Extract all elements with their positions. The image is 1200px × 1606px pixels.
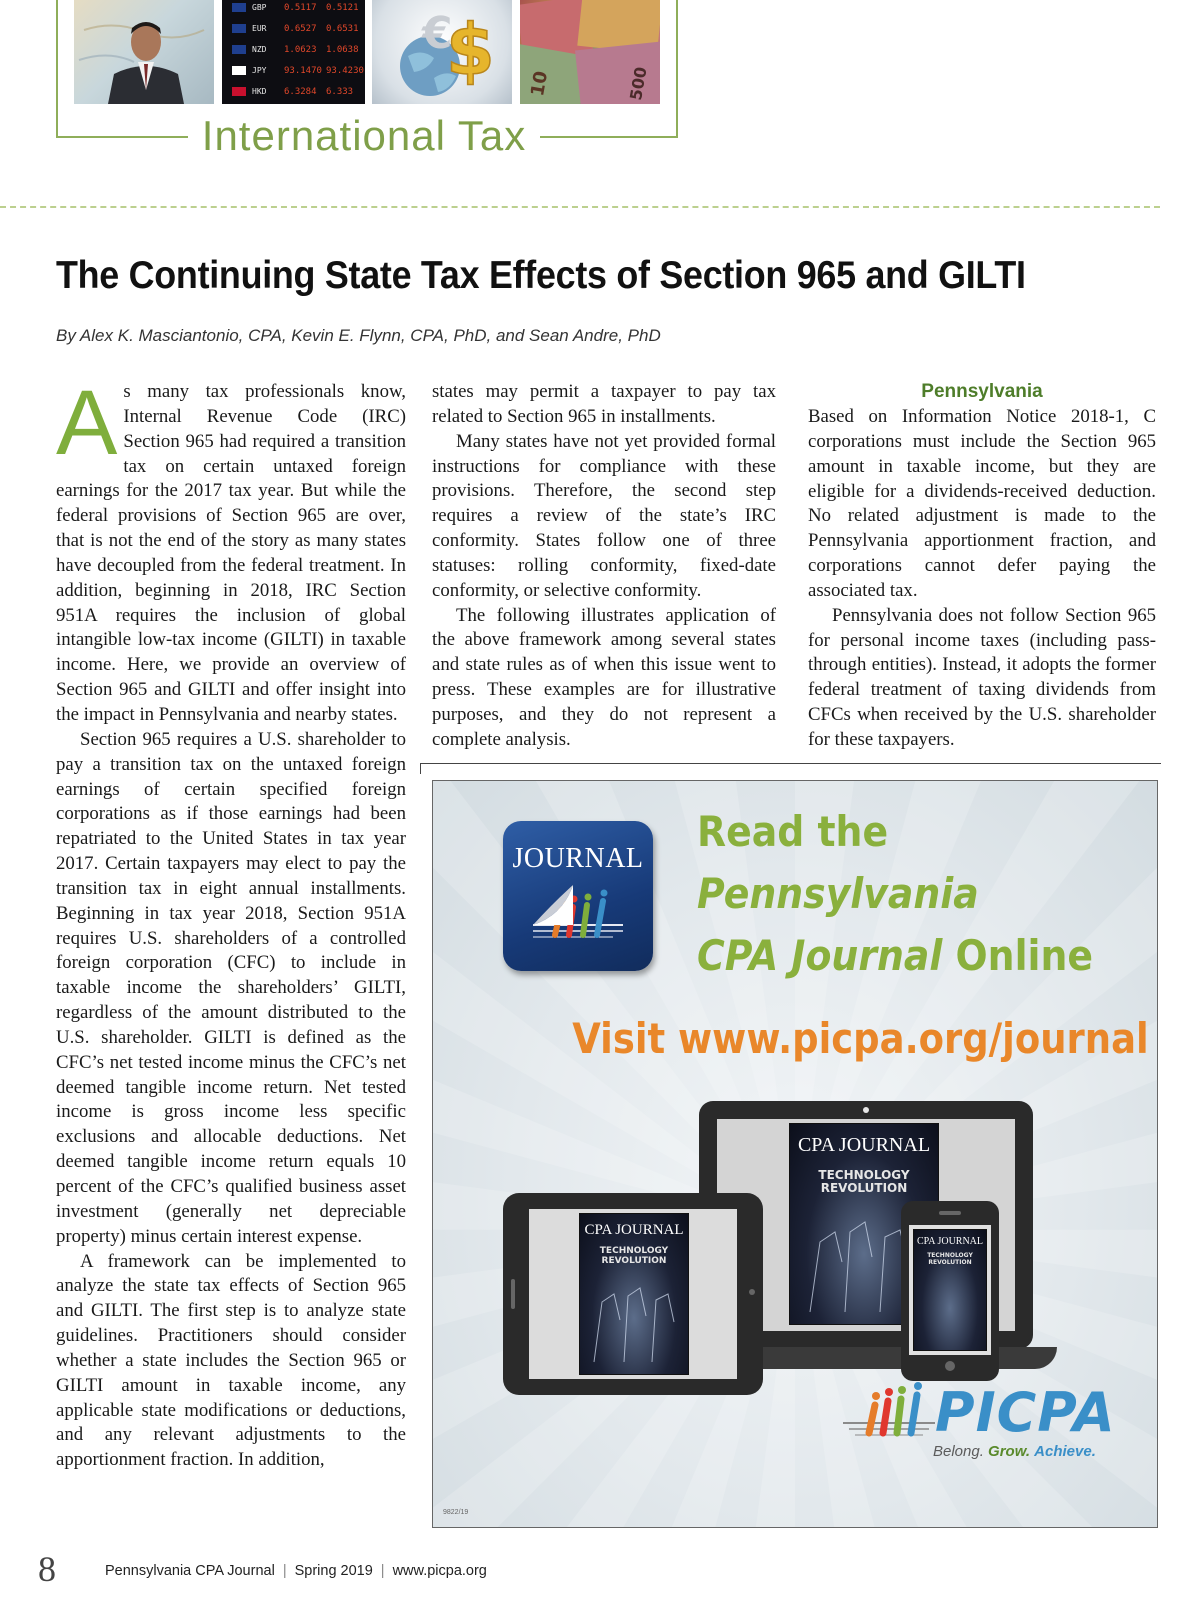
tablet-cover-art bbox=[580, 1272, 689, 1372]
ad-visit-link[interactable]: Visit www.picpa.org/journal bbox=[572, 1014, 1149, 1063]
ad-headline-line-2: Pennsylvania bbox=[697, 869, 979, 918]
tablet-screen bbox=[529, 1209, 737, 1379]
banknotes-photo bbox=[520, 0, 660, 104]
tablet-device bbox=[503, 1193, 763, 1395]
laptop-camera bbox=[863, 1107, 869, 1113]
intro-text: s many tax professionals know, Internal Revenue Code (IRC) Section 965 had required a transition tax on certain untaxed foreign earnings for the 2017 tax year. But while the federal provisions of Section 965 are over, that is not the end of the story as many states have decoupled from the federal treatment. In addition, beginning in 2018, IRC Section 951A requires the inclusion of global intangible low-tax income (GILTI) in taxable income. Here, we provide an overview of Section 965 and GILTI and offer insight into the impact in Pennsylvania and nearby states. bbox=[56, 381, 406, 725]
currency-code: JPY bbox=[252, 66, 267, 75]
picpa-tagline bbox=[933, 1443, 1096, 1460]
state-heading-pennsylvania: Pennsylvania bbox=[921, 381, 1043, 402]
tablet-cover bbox=[579, 1213, 689, 1375]
section-divider bbox=[0, 206, 1160, 208]
journal-app-icon bbox=[503, 821, 653, 971]
article-title: The Continuing State Tax Effects of Section 965 and GILTI bbox=[56, 254, 1026, 297]
tablet-cover-subtitle-2: REVOLUTION bbox=[601, 1256, 667, 1266]
ad-code: 9822/19 bbox=[443, 1509, 469, 1516]
currency-bid: 1.0623 bbox=[284, 45, 317, 55]
ad-headline bbox=[697, 801, 1093, 987]
phone-home-button bbox=[945, 1361, 955, 1371]
currency-ask: 0.5121 bbox=[326, 3, 359, 13]
ad-headline-online: Online bbox=[942, 931, 1094, 980]
currency-bid: 0.6527 bbox=[284, 24, 317, 34]
tagline-grow: Grow. bbox=[988, 1443, 1030, 1460]
currency-bid: 93.1470 bbox=[284, 66, 322, 76]
svg-text:$: $ bbox=[446, 9, 495, 91]
page-number: 8 bbox=[38, 1549, 56, 1589]
phone-cover bbox=[913, 1229, 987, 1351]
tagline-belong: Belong. bbox=[933, 1443, 984, 1460]
phone-screen bbox=[909, 1225, 991, 1355]
footer-publication-line bbox=[105, 1563, 487, 1579]
paragraph-installments: states may permit a taxpayer to pay tax related to Section 965 in installments. bbox=[432, 381, 776, 427]
ad-headline-line-1: Read the bbox=[697, 807, 889, 856]
currency-board-photo bbox=[222, 0, 365, 104]
svg-text:€: € bbox=[422, 8, 453, 59]
currency-code: HKD bbox=[252, 87, 267, 96]
paragraph-framework: A framework can be implemented to analyze the state tax effects of Section 965 and GILTI. The first step is to analyze state guidelines. Practitioners should consider whether a state includes the Section 965 or GILTI amount in taxable income, any applicable state modifications or deductions, and any relevant adjustments to the apportionment fraction. In addition, bbox=[56, 1250, 406, 1471]
journal-advertisement[interactable] bbox=[432, 780, 1158, 1528]
paragraph-intro bbox=[56, 372, 406, 728]
currency-code: NZD bbox=[252, 45, 267, 54]
laptop-cover-subtitle-1: TECHNOLOGY bbox=[818, 1168, 910, 1182]
paragraph-conformity: Many states have not yet provided formal instructions for compliance with these provisions. Therefore, the second step requires a review of the state’s IRC conformity. States follow one of three statuses: rolling conformity, fixed-date conformity, or selective conformity. bbox=[432, 430, 776, 601]
tablet-button bbox=[511, 1279, 515, 1309]
column-1 bbox=[56, 372, 406, 1473]
ad-headline-journal: CPA Journal bbox=[697, 931, 943, 980]
tagline-achieve: Achieve. bbox=[1034, 1443, 1096, 1460]
phone-cover-title: CPA JOURNAL bbox=[916, 1236, 984, 1247]
svg-text:10: 10 bbox=[527, 69, 553, 98]
ad-headline-line-3 bbox=[697, 925, 1093, 987]
app-icon-label: JOURNAL bbox=[512, 843, 644, 874]
phone-cover-subtitle-1: TECHNOLOGY bbox=[927, 1252, 973, 1259]
currency-ask: 1.0638 bbox=[326, 45, 359, 55]
currency-ask: 6.333 bbox=[326, 87, 354, 97]
footer-url[interactable]: www.picpa.org bbox=[392, 1563, 487, 1579]
currency-flag-icon bbox=[232, 45, 246, 54]
currency-bid: 0.5117 bbox=[284, 3, 317, 13]
picpa-logo bbox=[843, 1381, 1116, 1460]
laptop-cover-subtitle-2: REVOLUTION bbox=[820, 1181, 908, 1195]
section-title: International Tax bbox=[201, 112, 527, 159]
phone-cover-subtitle-2: REVOLUTION bbox=[928, 1259, 972, 1266]
picpa-wordmark: PICPA bbox=[935, 1381, 1116, 1444]
currency-flag-icon bbox=[232, 24, 246, 33]
currency-flag-icon bbox=[232, 87, 246, 96]
footer-issue: Spring 2019 bbox=[294, 1563, 373, 1579]
globe-dollar-photo bbox=[372, 0, 512, 104]
currency-flag-icon bbox=[232, 3, 246, 12]
phone-device bbox=[901, 1201, 999, 1381]
byline: By Alex K. Masciantonio, CPA, Kevin E. Flynn, CPA, PhD, and Sean Andre, PhD bbox=[56, 326, 661, 345]
column-3 bbox=[808, 380, 1156, 753]
currency-ask: 93.4230 bbox=[326, 66, 364, 76]
tablet-cover-subtitle-1: TECHNOLOGY bbox=[599, 1246, 669, 1256]
footer-publication: Pennsylvania CPA Journal bbox=[105, 1563, 275, 1579]
tablet-camera bbox=[749, 1289, 755, 1295]
footer-separator: | bbox=[282, 1563, 287, 1579]
svg-text:500: 500 bbox=[626, 65, 651, 102]
drop-cap: A bbox=[56, 372, 118, 474]
paragraph-section-965: Section 965 requires a U.S. shareholder to pay a transition tax on the untaxed foreign earnings of certain specified foreign corporations as if those earnings had been repatriated to the United States in tax year 2017. Certain taxpayers may elect to pay the transition tax in eight annual installments. Beginning in tax year 2018, Section 951A requires U.S. shareholders of a controlled foreign corporation (CFC) to include in taxable income the shareholders’ GILTI, regardless of the amount distributed to the U.S. shareholder. GILTI is defined as the CFC’s net tested income minus the CFC’s net deemed tangible income return. Net tested income is gross income less specific exclusions and allocable deductions. Net deemed tangible income return equals 10 percent of the CFC’s qualified business asset investment (generally net depreciable property) minus certain interest expense. bbox=[56, 728, 406, 1247]
column-2 bbox=[432, 380, 776, 753]
paragraph-pa-personal: Pennsylvania does not follow Section 965 for personal income taxes (including pass-through entities). Instead, it adopts the former federal treatment of taxing dividends from CFCs when received by the U.S. shareholder for these taxpayers. bbox=[808, 604, 1156, 750]
paragraph-pa-corporations: Based on Information Notice 2018-1, C corporations must include the Section 965 amount in taxable income, but they are eligible for a dividends-received deduction. No related adjustment is made to the Pennsylvania apportionment fraction, and corporations cannot defer paying the associated tax. bbox=[808, 406, 1156, 601]
currency-ask: 0.6531 bbox=[326, 24, 359, 34]
phone-speaker bbox=[939, 1211, 961, 1215]
currency-code: EUR bbox=[252, 24, 267, 33]
tablet-cover-title: CPA JOURNAL bbox=[584, 1222, 684, 1238]
paragraph-illustration: The following illustrates application of the above framework among several states and state rules as of when this issue went to press. These examples are for illustrative purposes, and they do not represent a complete analysis. bbox=[432, 604, 776, 750]
picpa-people-icon bbox=[843, 1381, 935, 1443]
footer-separator: | bbox=[380, 1563, 385, 1579]
page-curl-icon bbox=[533, 885, 573, 925]
currency-flag-icon bbox=[232, 66, 246, 75]
currency-code: GBP bbox=[252, 3, 267, 12]
photo-businessman bbox=[74, 0, 214, 104]
laptop-cover-title: CPA JOURNAL bbox=[797, 1134, 931, 1156]
currency-bid: 6.3284 bbox=[284, 87, 317, 97]
ad-bracket-line bbox=[420, 763, 1161, 774]
